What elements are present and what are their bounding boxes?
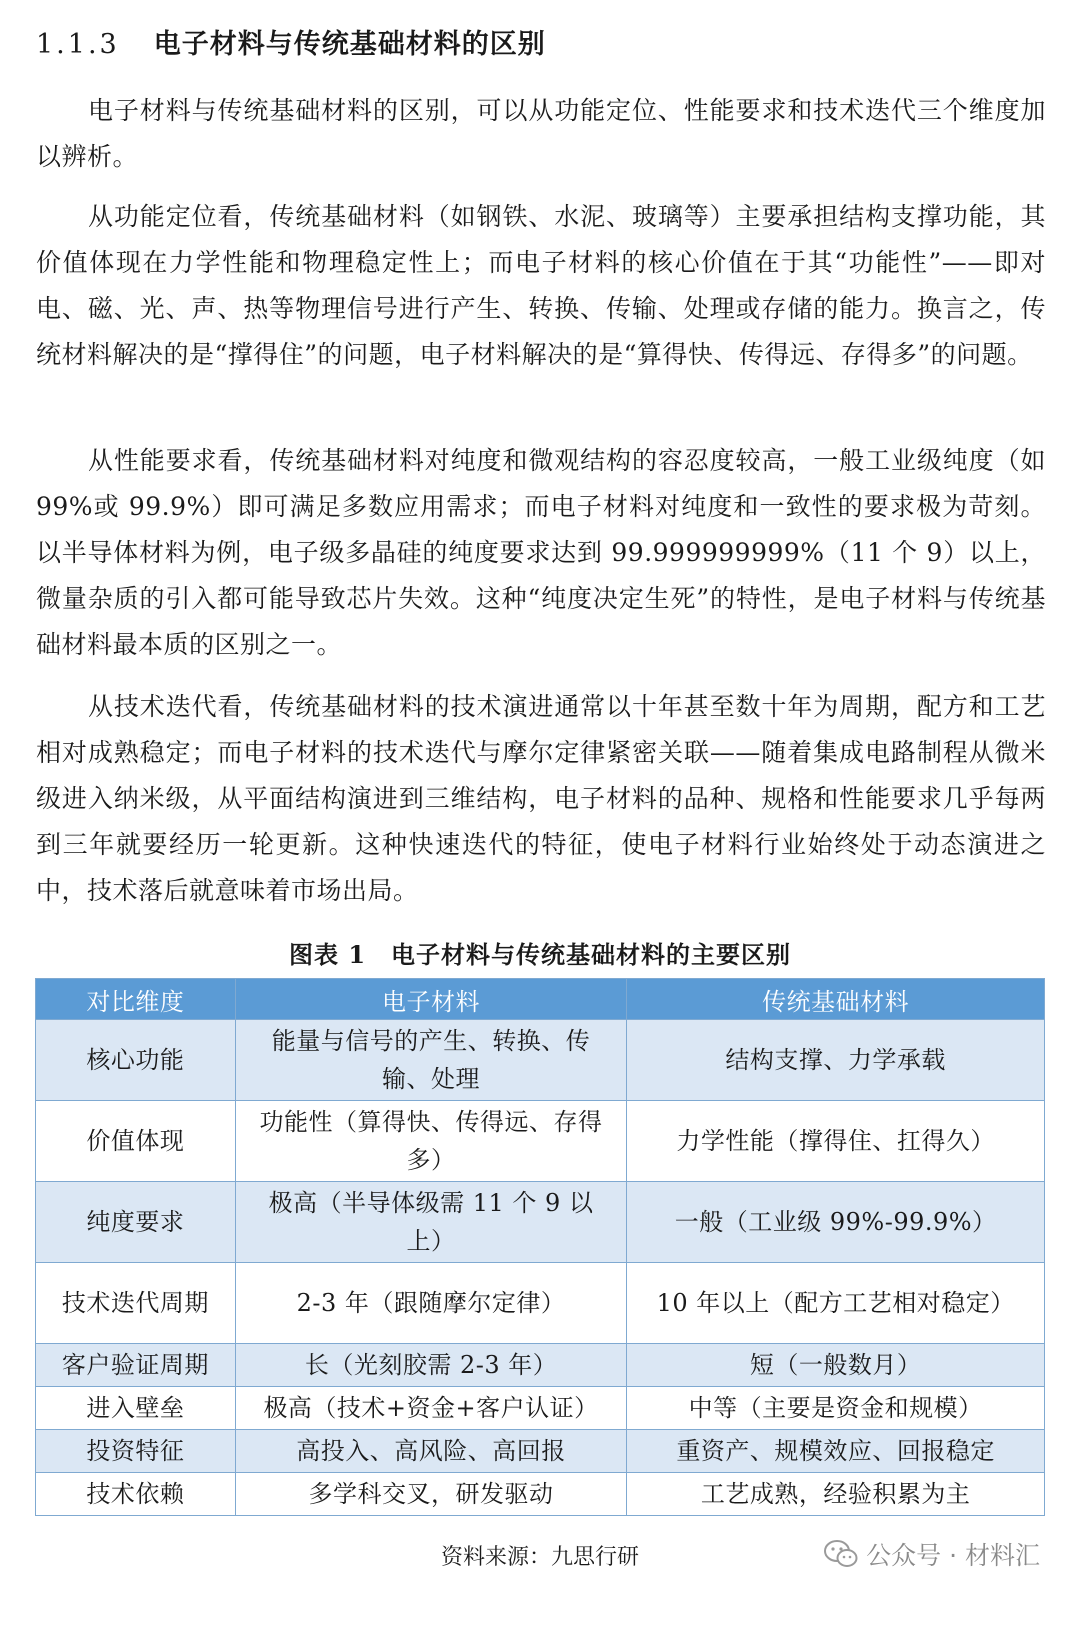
section-title: 电子材料与传统基础材料的区别 [153,29,546,60]
table-row [36,1344,1045,1387]
table-cell: 价值体现 [36,1101,236,1182]
table-cell: 长（光刻胶需 2-3 年） [235,1344,627,1387]
table-row [36,1387,1045,1430]
table-row [36,1430,1045,1473]
source-note: 资料来源：九思行研 [440,1545,639,1570]
section-heading [36,22,546,61]
section-number: 1.1.3 [36,29,120,60]
table-row [36,1101,1045,1182]
table-header-row [36,979,1045,1020]
table-row [36,1473,1045,1516]
table-cell: 客户验证周期 [36,1344,236,1387]
table-row [36,1182,1045,1263]
table-cell: 极高（技术+资金+客户认证） [235,1387,627,1430]
table-cell: 核心功能 [36,1020,236,1101]
paragraph: 从功能定位看，传统基础材料（如钢铁、水泥、玻璃等）主要承担结构支撑功能，其价值体现在力学性能和物理稳定性上；而电子材料的核心价值在于其“功能性”——即对电、磁、光、声、热等物理信号进行产生、转换、传输、处理或存储的能力。换言之，传统材料解决的是“撑得住”的问题，电子材料解决的是“算得快、传得远、存得多”的问题。 [36,202,1046,369]
table-cell: 结构支撑、力学承载 [627,1020,1045,1101]
figure-caption: 图表 1 电子材料与传统基础材料的主要区别 [288,940,792,969]
table-cell: 进入壁垒 [36,1387,236,1430]
paragraph: 从性能要求看，传统基础材料对纯度和微观结构的容忍度较高，一般工业级纯度（如 99%或 99.9%）即可满足多数应用需求；而电子材料对纯度和一致性的要求极为苛刻。以半导体材料为例，电子级多晶硅的纯度要求达到 99.999999999%（11 个 9）以上，微量杂质的引入都可能导致芯片失效。这种“纯度决定生死”的特性，是电子材料与传统基础材料最本质的区别之一。 [36,446,1046,659]
table-cell: 短（一般数月） [627,1344,1045,1387]
table-cell: 极高（半导体级需 11 个 9 以上） [235,1182,627,1263]
paragraph: 从技术迭代看，传统基础材料的技术演进通常以十年甚至数十年为周期，配方和工艺相对成熟稳定；而电子材料的技术迭代与摩尔定律紧密关联——随着集成电路制程从微米级进入纳米级，从平面结构演进到三维结构，电子材料的品种、规格和性能要求几乎每两到三年就要经历一轮更新。这种快速迭代的特征，使电子材料行业始终处于动态演进之中，技术落后就意味着市场出局。 [36,692,1046,905]
table-cell: 10 年以上（配方工艺相对稳定） [627,1263,1045,1344]
table-cell: 一般（工业级 99%-99.9%） [627,1182,1045,1263]
table-cell: 能量与信号的产生、转换、传输、处理 [235,1020,627,1101]
table-row [36,1020,1045,1101]
table-cell: 技术依赖 [36,1473,236,1516]
comparison-table [35,978,1045,1516]
watermark-text: 公众号 · 材料汇 [866,1541,1040,1570]
table-cell: 多学科交叉，研发驱动 [235,1473,627,1516]
table-cell: 纯度要求 [36,1182,236,1263]
watermark [824,1536,1040,1572]
table-header-cell: 电子材料 [235,979,627,1020]
paragraph: 电子材料与传统基础材料的区别，可以从功能定位、性能要求和技术迭代三个维度加以辨析。 [36,96,1046,171]
wechat-icon [824,1539,858,1569]
table-row [36,1263,1045,1344]
table-cell: 力学性能（撑得住、扛得久） [627,1101,1045,1182]
table-header-cell: 对比维度 [36,979,236,1020]
table-cell: 投资特征 [36,1430,236,1473]
table-cell: 技术迭代周期 [36,1263,236,1344]
table-header-cell: 传统基础材料 [627,979,1045,1020]
table-cell: 重资产、规模效应、回报稳定 [627,1430,1045,1473]
table-cell: 中等（主要是资金和规模） [627,1387,1045,1430]
table-cell: 工艺成熟，经验积累为主 [627,1473,1045,1516]
table-cell: 功能性（算得快、传得远、存得多） [235,1101,627,1182]
table-cell: 高投入、高风险、高回报 [235,1430,627,1473]
table-cell: 2-3 年（跟随摩尔定律） [235,1263,627,1344]
